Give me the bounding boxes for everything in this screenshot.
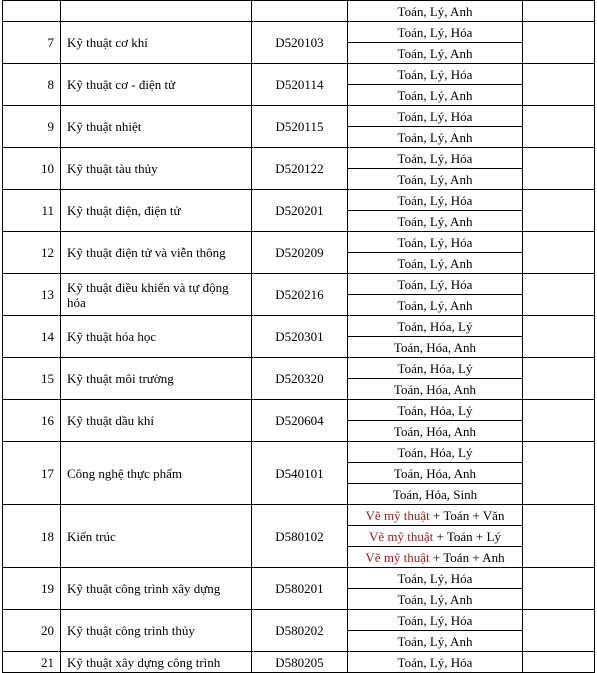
note-cell xyxy=(523,505,595,568)
table-row xyxy=(3,22,595,43)
subject-text: Toán, Lý, Hóa xyxy=(397,570,473,586)
subject-text: + Toán + Lý xyxy=(433,528,501,544)
note-cell xyxy=(523,64,595,106)
subject-text: Toán, Lý, Hóa xyxy=(397,108,473,124)
major-code-cell: D520604 xyxy=(252,400,348,442)
subject-combo-cell xyxy=(348,484,523,505)
major-name-cell: Kỹ thuật điện, điện tử xyxy=(61,190,252,232)
note-cell xyxy=(523,148,595,190)
subject-combo-cell xyxy=(348,463,523,484)
major-code-cell: D520201 xyxy=(252,190,348,232)
note-cell xyxy=(523,22,595,64)
subject-text: Toán, Hóa, Lý xyxy=(397,444,473,460)
row-number-cell: 10 xyxy=(3,148,61,190)
major-name-cell: Công nghệ thực phẩm xyxy=(61,442,252,505)
major-name-cell: Kỹ thuật xây dựng công trình xyxy=(61,652,252,673)
major-code-cell xyxy=(252,1,348,22)
row-number-cell: 9 xyxy=(3,106,61,148)
note-cell xyxy=(523,316,595,358)
table-row xyxy=(3,190,595,211)
subject-combo-cell xyxy=(348,64,523,85)
subject-combo-cell xyxy=(348,295,523,316)
table-row xyxy=(3,274,595,295)
subject-combo-cell xyxy=(348,127,523,148)
subject-text: Toán, Hóa, Sinh xyxy=(392,486,478,502)
subject-text: Toán, Lý, Anh xyxy=(397,591,473,607)
major-code-cell: D520114 xyxy=(252,64,348,106)
table-row xyxy=(3,64,595,85)
row-number-cell xyxy=(3,1,61,22)
subject-text: Toán, Lý, Anh xyxy=(397,87,473,103)
row-number-cell: 12 xyxy=(3,232,61,274)
table-row xyxy=(3,358,595,379)
subject-combo-cell xyxy=(348,358,523,379)
subject-text: Toán, Lý, Hóa xyxy=(397,24,473,40)
major-name-cell: Kỹ thuật điều khiển và tự động hóa xyxy=(61,274,252,316)
major-code-cell: D520301 xyxy=(252,316,348,358)
subject-text: Toán, Lý, Hóa xyxy=(397,654,473,670)
note-cell xyxy=(523,106,595,148)
major-code-cell: D580201 xyxy=(252,568,348,610)
major-name-cell: Kỹ thuật nhiệt xyxy=(61,106,252,148)
table-row xyxy=(3,106,595,127)
subject-text: Toán, Lý, Hóa xyxy=(397,612,473,628)
note-cell xyxy=(523,400,595,442)
table-row xyxy=(3,505,595,526)
subject-text: Toán, Lý, Hóa xyxy=(397,66,473,82)
major-code-cell: D520209 xyxy=(252,232,348,274)
table-row xyxy=(3,148,595,169)
subject-combo-cell xyxy=(348,274,523,295)
major-name-cell xyxy=(61,1,252,22)
table-row xyxy=(3,568,595,589)
subject-combo-cell xyxy=(348,22,523,43)
note-cell xyxy=(523,358,595,400)
major-code-cell: D520115 xyxy=(252,106,348,148)
subject-text: Toán, Lý, Anh xyxy=(397,129,473,145)
table-row xyxy=(3,232,595,253)
major-name-cell: Kỹ thuật điện tử và viễn thông xyxy=(61,232,252,274)
table-row xyxy=(3,652,595,673)
note-cell xyxy=(523,568,595,610)
subject-text: Toán, Hóa, Anh xyxy=(393,381,477,397)
subject-combo-cell xyxy=(348,442,523,463)
subject-text: Toán, Hóa, Anh xyxy=(393,465,477,481)
subject-text: Toán, Lý, Anh xyxy=(397,297,473,313)
subject-text: Toán, Lý, Anh xyxy=(397,171,473,187)
drawing-subject-text: Vẽ mỹ thuật xyxy=(369,528,434,544)
subject-text: Toán, Lý, Hóa xyxy=(397,192,473,208)
subject-combo-cell xyxy=(348,337,523,358)
subject-combo-cell xyxy=(348,400,523,421)
subject-combo-cell xyxy=(348,253,523,274)
row-number-cell: 8 xyxy=(3,64,61,106)
major-code-cell: D580102 xyxy=(252,505,348,568)
row-number-cell: 21 xyxy=(3,652,61,673)
row-number-cell: 15 xyxy=(3,358,61,400)
subject-combo-cell xyxy=(348,169,523,190)
table-row xyxy=(3,400,595,421)
major-name-cell: Kiến trúc xyxy=(61,505,252,568)
major-name-cell: Kỹ thuật công trình xây dựng xyxy=(61,568,252,610)
row-number-cell: 16 xyxy=(3,400,61,442)
row-number-cell: 18 xyxy=(3,505,61,568)
subject-text: Toán, Lý, Hóa xyxy=(397,150,473,166)
subject-combo-cell xyxy=(348,316,523,337)
subject-combo-cell xyxy=(348,421,523,442)
major-code-cell: D540101 xyxy=(252,442,348,505)
subject-text: Toán, Hóa, Lý xyxy=(397,360,473,376)
subject-combo-cell xyxy=(348,190,523,211)
subject-text: Toán, Lý, Hóa xyxy=(397,276,473,292)
table-row-continuation xyxy=(3,1,595,22)
major-code-cell: D580205 xyxy=(252,652,348,673)
subject-combo-cell xyxy=(348,610,523,631)
row-number-cell: 14 xyxy=(3,316,61,358)
subject-text: Toán, Hóa, Anh xyxy=(393,339,477,355)
subject-text: + Toán + Anh xyxy=(429,549,505,565)
subject-text: Toán, Hóa, Lý xyxy=(397,318,473,334)
note-cell xyxy=(523,274,595,316)
major-name-cell: Kỹ thuật hóa học xyxy=(61,316,252,358)
subject-text: + Toán + Văn xyxy=(429,507,505,523)
major-name-cell: Kỹ thuật tàu thủy xyxy=(61,148,252,190)
major-code-cell: D520320 xyxy=(252,358,348,400)
admissions-table-body xyxy=(3,1,595,673)
subject-combo-cell xyxy=(348,652,523,673)
subject-text: Toán, Lý, Anh xyxy=(397,45,473,61)
subject-combo-cell xyxy=(348,547,523,568)
subject-text: Toán, Hóa, Lý xyxy=(397,402,473,418)
subject-text: Toán, Lý, Anh xyxy=(397,213,473,229)
major-name-cell: Kỹ thuật công trình thủy xyxy=(61,610,252,652)
subject-combo-cell xyxy=(348,43,523,64)
table-row xyxy=(3,442,595,463)
major-code-cell: D520216 xyxy=(252,274,348,316)
subject-text: Toán, Hóa, Anh xyxy=(393,423,477,439)
row-number-cell: 19 xyxy=(3,568,61,610)
note-cell xyxy=(523,610,595,652)
subject-combo-cell xyxy=(348,589,523,610)
note-cell xyxy=(523,652,595,673)
major-code-cell: D520103 xyxy=(252,22,348,64)
major-code-cell: D580202 xyxy=(252,610,348,652)
major-code-cell: D520122 xyxy=(252,148,348,190)
subject-combo-cell xyxy=(348,526,523,547)
subject-text: Toán, Lý, Anh xyxy=(397,633,473,649)
subject-combo-cell: Toán, Lý, Anh xyxy=(348,1,523,22)
major-name-cell: Kỹ thuật dầu khí xyxy=(61,400,252,442)
major-name-cell: Kỹ thuật môi trường xyxy=(61,358,252,400)
subject-text: Toán, Lý, Hóa xyxy=(397,234,473,250)
major-name-cell: Kỹ thuật cơ khí xyxy=(61,22,252,64)
drawing-subject-text: Vẽ mỹ thuật xyxy=(365,549,430,565)
subject-combo-cell xyxy=(348,148,523,169)
subject-combo-cell xyxy=(348,85,523,106)
drawing-subject-text: Vẽ mỹ thuật xyxy=(365,507,430,523)
note-cell xyxy=(523,442,595,505)
row-number-cell: 13 xyxy=(3,274,61,316)
table-row xyxy=(3,316,595,337)
row-number-cell: 7 xyxy=(3,22,61,64)
subject-combo-cell xyxy=(348,631,523,652)
note-cell xyxy=(523,190,595,232)
table-row xyxy=(3,610,595,631)
subject-combo-cell xyxy=(348,568,523,589)
row-number-cell: 11 xyxy=(3,190,61,232)
subject-text: Toán, Lý, Anh xyxy=(397,255,473,271)
admissions-table xyxy=(2,0,595,673)
subject-combo-cell xyxy=(348,505,523,526)
subject-combo-cell xyxy=(348,106,523,127)
note-cell xyxy=(523,232,595,274)
subject-combo-cell xyxy=(348,232,523,253)
row-number-cell: 20 xyxy=(3,610,61,652)
note-cell xyxy=(523,1,595,22)
subject-combo-cell xyxy=(348,211,523,232)
major-name-cell: Kỹ thuật cơ - điện tử xyxy=(61,64,252,106)
subject-combo-cell xyxy=(348,379,523,400)
row-number-cell: 17 xyxy=(3,442,61,505)
